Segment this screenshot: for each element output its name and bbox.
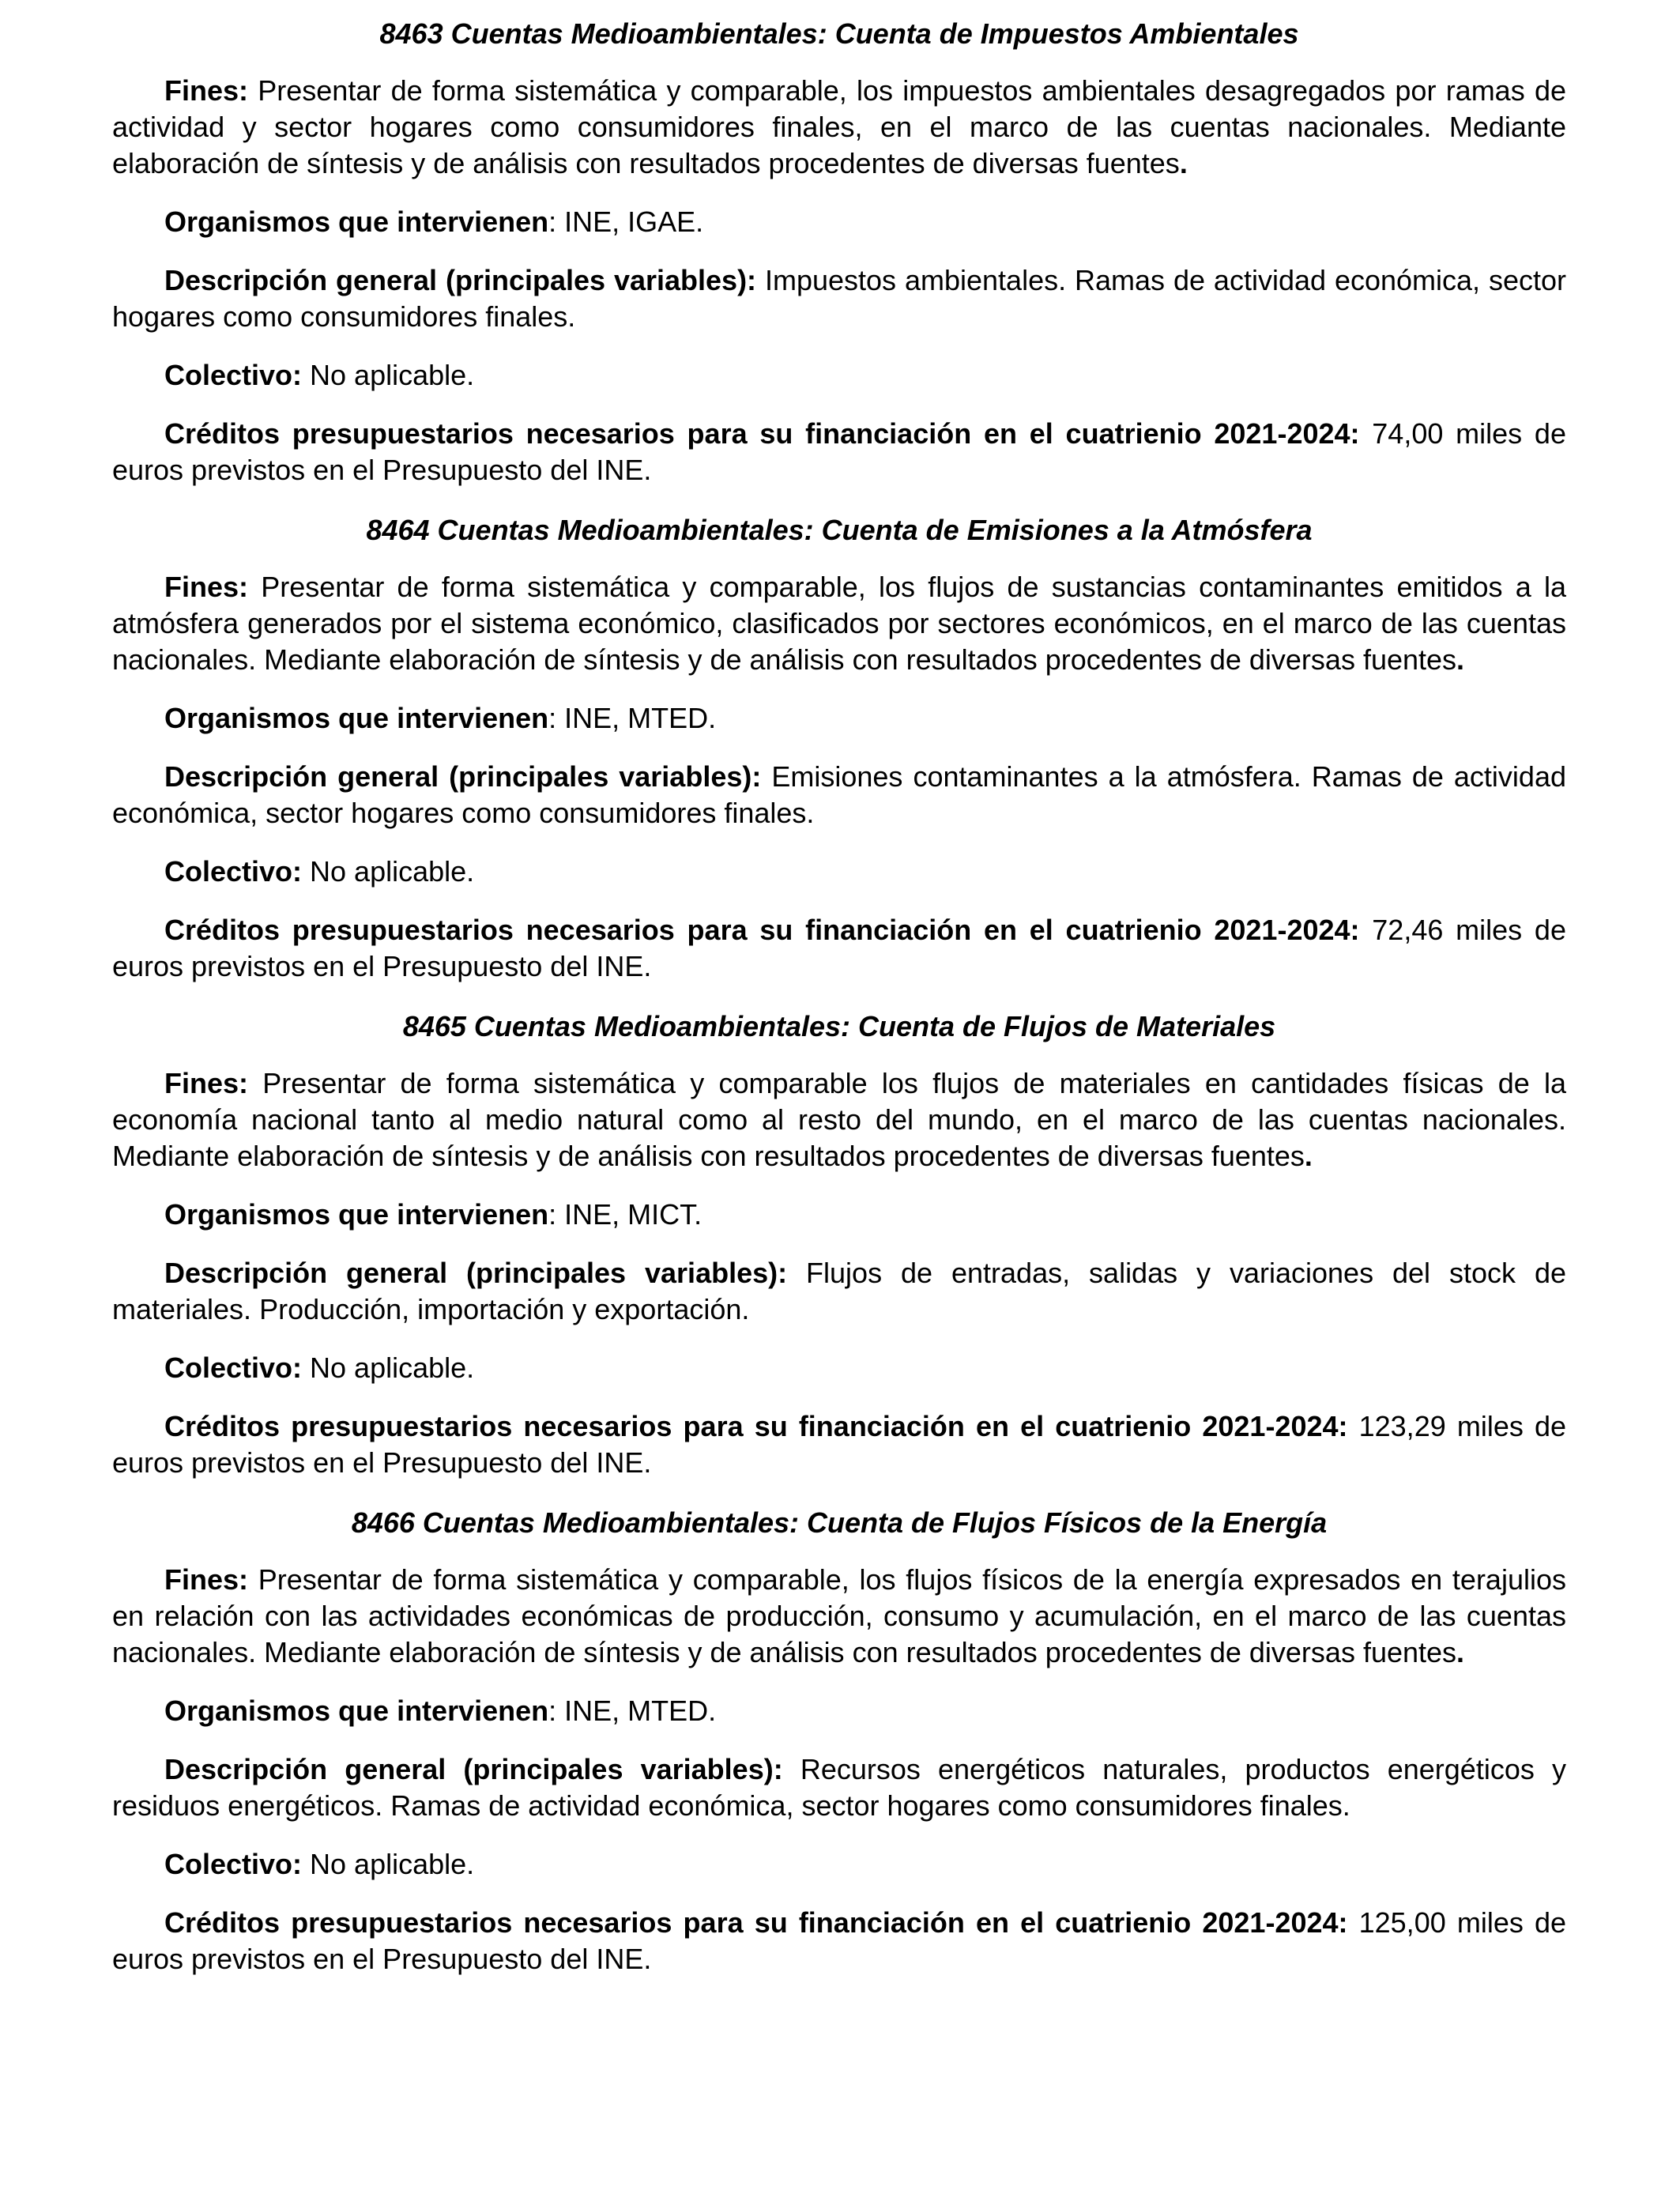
- organismos-text: : INE, MICT.: [548, 1198, 703, 1231]
- creditos-text: 74,00 miles de euros previstos en el Presupuesto del INE.: [112, 417, 1566, 486]
- organismos-label: Organismos que intervienen: [164, 205, 549, 238]
- descripcion-label: Descripción general (principales variables):: [164, 1257, 788, 1289]
- creditos-label: Créditos presupuestarios necesarios para su financiación en el cuatrienio 2021-2024:: [164, 914, 1360, 946]
- creditos-text: 125,00 miles de euros previstos en el Presupuesto del INE.: [112, 1906, 1566, 1975]
- colectivo-label: Colectivo:: [164, 1351, 303, 1384]
- creditos-text: 123,29 miles de euros previstos en el Presupuesto del INE.: [112, 1410, 1566, 1479]
- organismos-text: : INE, MTED.: [548, 702, 717, 734]
- period-mark: .: [1179, 147, 1188, 179]
- creditos-paragraph: [112, 912, 1566, 985]
- section-title: 8465 Cuentas Medioambientales: Cuenta de Flujos de Materiales: [402, 1010, 1276, 1042]
- colectivo-text: No aplicable.: [302, 359, 475, 391]
- creditos-text: 72,46 miles de euros previstos en el Presupuesto del INE.: [112, 914, 1566, 982]
- organismos-text: : INE, IGAE.: [548, 205, 704, 238]
- descripcion-paragraph: [112, 1255, 1566, 1328]
- colectivo-label: Colectivo:: [164, 855, 303, 888]
- fines-label: Fines:: [164, 1067, 249, 1099]
- organismos-paragraph: [112, 700, 1566, 737]
- creditos-label: Créditos presupuestarios necesarios para su financiación en el cuatrienio 2021-2024:: [164, 417, 1360, 450]
- colectivo-paragraph: [112, 1350, 1566, 1386]
- fines-text: Presentar de forma sistemática y comparable los flujos de materiales en cantidades físicas de la economía nacional tanto al medio natural como al resto del mundo, en el marco de las cuentas nacionales. Mediante elaboración de síntesis y de análisis con resultados procedentes de diversas fuentes: [112, 1067, 1566, 1172]
- organismos-label: Organismos que intervienen: [164, 1695, 549, 1727]
- descripcion-text: Recursos energéticos naturales, productos energéticos y residuos energéticos. Ramas de actividad económica, sector hogares como consumidores finales.: [112, 1753, 1566, 1822]
- creditos-paragraph: [112, 1408, 1566, 1481]
- creditos-label: Créditos presupuestarios necesarios para su financiación en el cuatrienio 2021-2024:: [164, 1906, 1348, 1939]
- colectivo-paragraph: [112, 854, 1566, 890]
- descripcion-paragraph: [112, 1751, 1566, 1824]
- organismos-label: Organismos que intervienen: [164, 702, 549, 734]
- organismos-paragraph: [112, 204, 1566, 240]
- section-8466: [112, 1505, 1566, 1977]
- section-title: 8466 Cuentas Medioambientales: Cuenta de Flujos Físicos de la Energía: [351, 1506, 1328, 1539]
- colectivo-label: Colectivo:: [164, 359, 303, 391]
- descripcion-paragraph: [112, 759, 1566, 831]
- colectivo-text: No aplicable.: [302, 855, 475, 888]
- creditos-paragraph: [112, 1905, 1566, 1977]
- creditos-label: Créditos presupuestarios necesarios para su financiación en el cuatrienio 2021-2024:: [164, 1410, 1348, 1442]
- section-8465: [112, 1008, 1566, 1481]
- creditos-paragraph: [112, 416, 1566, 488]
- fines-text: Presentar de forma sistemática y comparable, los flujos de sustancias contaminantes emitidos a la atmósfera generados por el sistema económico, clasificados por sectores económicos, en el marco de las cuentas nacionales. Mediante elaboración de síntesis y de análisis con resultados procedentes de diversas fuentes: [112, 571, 1566, 676]
- section-title: 8463 Cuentas Medioambientales: Cuenta de Impuestos Ambientales: [379, 17, 1299, 50]
- document-page: [112, 16, 1566, 2001]
- period-mark: .: [1304, 1140, 1313, 1172]
- descripcion-text: Flujos de entradas, salidas y variaciones del stock de materiales. Producción, importación y exportación.: [112, 1257, 1567, 1325]
- descripcion-label: Descripción general (principales variables):: [164, 1753, 783, 1785]
- descripcion-label: Descripción general (principales variables):: [164, 264, 757, 296]
- descripcion-label: Descripción general (principales variables):: [164, 760, 762, 793]
- colectivo-paragraph: [112, 1846, 1566, 1883]
- fines-label: Fines:: [164, 571, 249, 603]
- fines-label: Fines:: [164, 1563, 249, 1596]
- colectivo-paragraph: [112, 357, 1566, 394]
- descripcion-text: Impuestos ambientales. Ramas de actividad económica, sector hogares como consumidores finales.: [112, 264, 1566, 333]
- period-mark: .: [1456, 643, 1465, 676]
- fines-label: Fines:: [164, 74, 249, 107]
- colectivo-text: No aplicable.: [302, 1351, 475, 1384]
- fines-text: Presentar de forma sistemática y comparable, los flujos físicos de la energía expresados en terajulios en relación con las actividades económicas de producción, consumo y acumulación, en el marco de las cuentas nacionales. Mediante elaboración de síntesis y de análisis con resultados procedentes de diversas fuentes: [112, 1563, 1566, 1668]
- fines-paragraph: [112, 569, 1566, 678]
- organismos-paragraph: [112, 1197, 1566, 1233]
- descripcion-text: Emisiones contaminantes a la atmósfera. Ramas de actividad económica, sector hogares como consumidores finales.: [112, 760, 1566, 829]
- colectivo-label: Colectivo:: [164, 1848, 303, 1880]
- section-8463: [112, 16, 1566, 488]
- organismos-label: Organismos que intervienen: [164, 1198, 549, 1231]
- fines-paragraph: [112, 1065, 1566, 1174]
- fines-paragraph: [112, 1562, 1566, 1671]
- colectivo-text: No aplicable.: [302, 1848, 475, 1880]
- section-8464: [112, 512, 1566, 985]
- fines-paragraph: [112, 73, 1566, 182]
- organismos-text: : INE, MTED.: [548, 1695, 717, 1727]
- section-title: 8464 Cuentas Medioambientales: Cuenta de Emisiones a la Atmósfera: [366, 514, 1313, 546]
- organismos-paragraph: [112, 1693, 1566, 1729]
- descripcion-paragraph: [112, 262, 1566, 335]
- period-mark: .: [1456, 1636, 1465, 1668]
- fines-text: Presentar de forma sistemática y comparable, los impuestos ambientales desagregados por ramas de actividad y sector hogares como consumidores finales, en el marco de las cuentas nacionales. Mediante elaboración de síntesis y de análisis con resultados procedentes de diversas fuentes: [112, 74, 1566, 179]
